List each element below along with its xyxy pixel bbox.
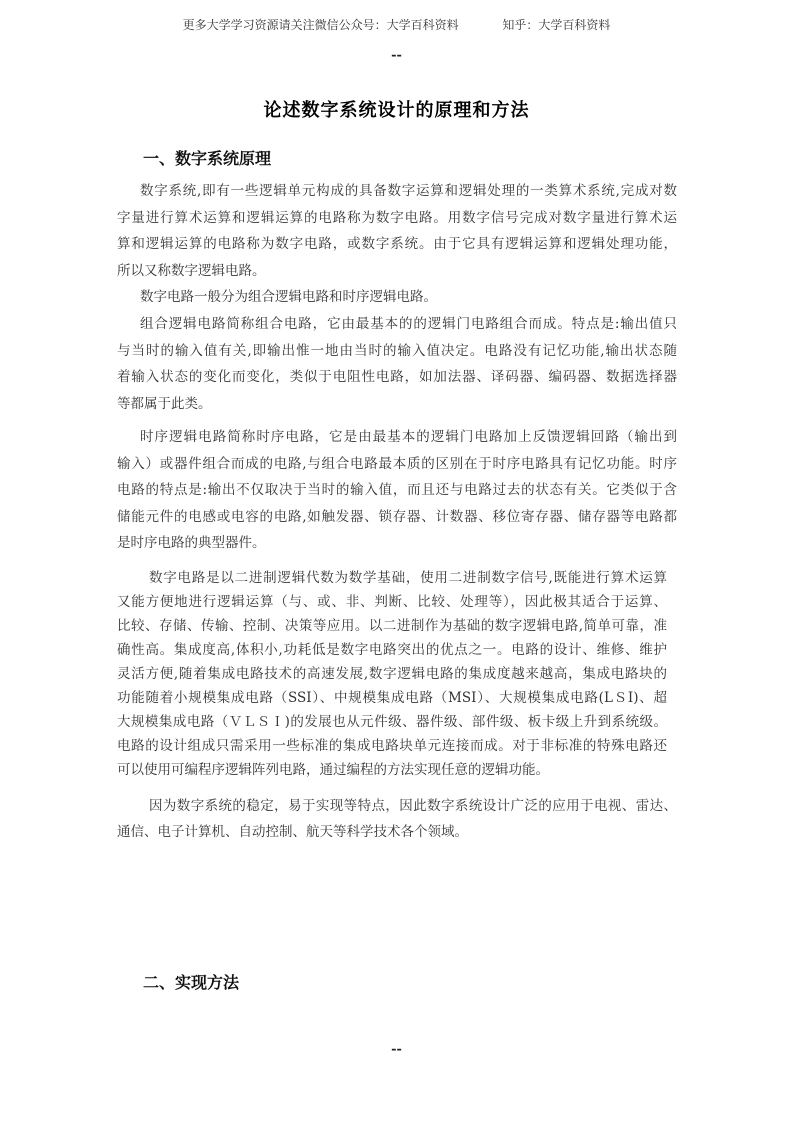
section-heading-1: 一、数字系统原理 (143, 149, 272, 168)
paragraph (117, 178, 677, 284)
paragraph-line: 数字电路是以二进制逻辑代数为数学基础，使用二进制数字信号,既能进行算术运算 (149, 570, 667, 586)
paragraph-line: 灵活方便,随着集成电路技术的高速发展,数字逻辑电路的集成度越来越高，集成电路块的 (117, 666, 667, 682)
paragraph-line: 字量进行算术运算和逻辑运算的电路称为数字电路。用数字信号完成对数字量进行算术运 (117, 209, 677, 226)
header-wechat-text: 更多大学学习资源请关注微信公众号：大学百科资料 (182, 18, 459, 32)
paragraph-line: 与当时的输入值有关,即输出惟一地由当时的输入值决定。电路没有记忆功能,输出状态随 (117, 342, 677, 359)
paragraph-line: 功能随着小规模集成电路（SSI）、中规模集成电路（MSI）、大规模集成电路(LＳI)、超 (117, 690, 667, 706)
paragraph-line: 是时序电路的典型器件。 (117, 535, 266, 551)
paragraph (117, 793, 677, 845)
paragraph-line: 因为数字系统的稳定，易于实现等特点，因此数字系统设计广泛的应用于电视、雷达、 (149, 798, 677, 814)
paragraph-line: 电路的设计组成只需采用一些标准的集成电路块单元连接而成。对于非标准的特殊电路还 (117, 738, 667, 754)
paragraph-line: 又能方便地进行逻辑运算（与、或、非、判断、比较、处理等），因此极其适合于运算、 (117, 594, 667, 610)
paragraph (117, 566, 667, 782)
paragraph-line: 所以又称数字逻辑电路。 (117, 262, 266, 279)
paragraph-line: 数字系统,即有一些逻辑单元构成的具备数字运算和逻辑处理的一类算术系统,完成对数 (140, 183, 677, 199)
page-header (0, 16, 793, 33)
paragraph-line: 大规模集成电路（ＶＬＳＩ)的发展也从元件级、器件级、部件级、板卡级上升到系统级。 (117, 714, 667, 730)
paragraph-line: 组合逻辑电路简称组合电路，它由最基本的的逻辑门电路组合而成。特点是:输出值只 (140, 316, 677, 332)
paragraph-line: 算和逻辑运算的电路称为数字电路，或数字系统。由于它具有逻辑运算和逻辑处理功能， (117, 236, 677, 252)
paragraph-line: 储能元件的电感或电容的电路,如触发器、锁存器、计数器、移位寄存器、储存器等电路都 (117, 508, 677, 525)
paragraph-line: 确性高。集成度高,体积小,功耗低是数字电路突出的优点之一。电路的设计、维修、维护 (117, 642, 667, 658)
paragraph-line: 时序逻辑电路简称时序电路，它是由最基本的逻辑门电路加上反馈逻辑回路（输出到 (140, 429, 677, 445)
paragraph-line: 电路的特点是:输出不仅取决于当时的输入值，而且还与电路过去的状态有关。它类似于含 (117, 482, 677, 498)
paragraph-line: 通信、电子计算机、自动控制、航天等科学技术各个领域。 (117, 824, 468, 840)
paragraph (117, 424, 677, 557)
section-heading-2: 二、实现方法 (143, 973, 240, 992)
paragraph-line: 等都属于此类。 (117, 395, 212, 412)
document-title: 论述数字系统设计的原理和方法 (263, 100, 530, 121)
paragraph-line: 着输入状态的变化而变化，类似于电阻性电路，如加法器、译码器、编码器、数据选择器 (117, 369, 677, 385)
bottom-marker: -- (391, 1042, 402, 1057)
top-marker: -- (391, 48, 402, 63)
paragraph-line: 可以使用可编程序逻辑阵列电路，通过编程的方法实现任意的逻辑功能。 (117, 762, 549, 778)
paragraph (117, 284, 677, 311)
paragraph (117, 311, 677, 417)
header-zhihu-text: 知乎：大学百科资料 (502, 18, 611, 32)
paragraph-line: 数字电路一般分为组合逻辑电路和时序逻辑电路。 (140, 289, 437, 305)
paragraph-line: 输入）或器件组合而成的电路,与组合电路最本质的区别在于时序电路具有记忆功能。时序 (117, 455, 677, 472)
paragraph-line: 比较、存储、传输、控制、决策等应用。以二进制作为基础的数字逻辑电路,简单可靠，准 (117, 618, 667, 634)
